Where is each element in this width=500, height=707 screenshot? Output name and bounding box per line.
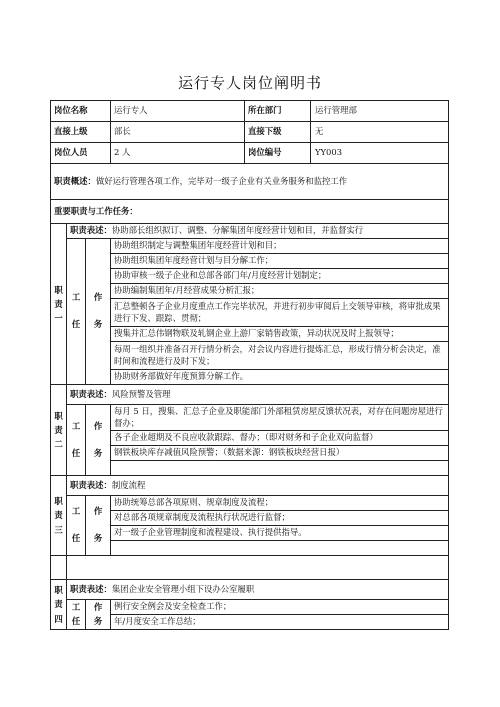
overview-text: 做好运行管理各项工作，完毕对一级子企业有关业务服务和监控工作 xyxy=(95,175,348,186)
table-row xyxy=(51,526,449,541)
duty-2-statement-row xyxy=(51,385,449,405)
duty-1-task: 协助组织制定与调整集团年度经营计划和目； xyxy=(111,239,449,254)
empty-cell xyxy=(67,556,449,580)
dept-label: 所在部门 xyxy=(245,101,311,121)
table-row xyxy=(51,269,449,284)
staff-value: 2 人 xyxy=(111,143,245,164)
table-row xyxy=(51,239,449,254)
table-row xyxy=(51,461,449,476)
job-description-table xyxy=(50,100,449,630)
code-value: YY003 xyxy=(315,147,343,158)
duty-1-statement-row xyxy=(51,224,449,239)
duty-4-statement-label: 职责表述： xyxy=(70,583,112,594)
duty-2-task-label-b: 作 务 xyxy=(86,405,111,476)
table-row xyxy=(51,600,449,615)
duty-2-label: 职 责 二 xyxy=(51,385,67,476)
duty-4-task-label-b: 作 务 xyxy=(86,600,111,630)
table-row xyxy=(51,284,449,299)
duty-2-task: 每月 5 日，搜集、汇总子企业及职能部门外部租赁房屋反馈状况表，对存在问题房屋进行督办； xyxy=(111,405,449,431)
duty-4-statement: 集团企业安全管理小组下设办公室履职 xyxy=(111,583,255,594)
duty-1-task: 协助财务部做好年度预算分解工作。 xyxy=(111,370,449,385)
duty-2-statement-label: 职责表述： xyxy=(70,388,112,399)
document-title: 运行专人岗位阐明书 xyxy=(177,74,322,92)
empty-cell xyxy=(111,461,449,476)
post-name-label: 岗位名称 xyxy=(51,101,111,122)
duty-3-statement-label: 职责表述： xyxy=(70,479,112,490)
duty-2-task: 钢铁板块库存减值风险预警；（数据来源：钢铁板块经营日报） xyxy=(111,446,449,461)
table-row xyxy=(51,615,449,630)
duty-1-task: 协助组织集团年度经营计划与目分解工作； xyxy=(111,254,449,269)
duty-1-statement-label: 职责表述： xyxy=(70,225,112,236)
duty-3-task: 对一级子企业管理制度和流程建设、执行提供指导。 xyxy=(111,526,449,541)
duty-4-task-label-a: 工 任 xyxy=(67,600,86,630)
duty-4-task: 年/月度安全工作总结； xyxy=(111,615,449,630)
table-row xyxy=(51,446,449,461)
duty-4-statement-row xyxy=(51,580,449,600)
duty-3-statement: 制度流程 xyxy=(111,479,146,490)
row-staff xyxy=(51,143,449,164)
duty-1-task: 搜集并汇总伟钢物联及轧钢企业上游厂家销售政策，异动状况及时上报领导； xyxy=(111,327,449,342)
staff-label: 岗位人员 xyxy=(51,143,111,164)
duty-4-label: 职 责 四 xyxy=(51,580,67,630)
overview-label: 职责概述： xyxy=(54,175,96,186)
duty-1-task: 协助编制集团年/月经营成果分析汇报； xyxy=(111,284,449,299)
row-overview xyxy=(51,164,449,200)
row-duties-header xyxy=(51,200,449,224)
duty-1-task-label-a: 工 任 xyxy=(67,239,86,385)
code-label: 岗位编号 xyxy=(245,143,311,163)
empty-cell xyxy=(111,541,449,556)
table-row xyxy=(51,496,449,511)
duty-3-task: 对总部各项规章制度及流程执行状况进行监督； xyxy=(111,511,449,526)
duty-1-task: 协助审核一级子企业和总部各部门年/月度经营计划制定； xyxy=(111,269,449,284)
duty-3-task-label-b: 作 务 xyxy=(86,496,111,556)
table-row xyxy=(51,370,449,385)
table-row xyxy=(51,556,449,580)
superior-value: 部长 xyxy=(111,122,245,143)
duties-header: 重要职责与工作任务： xyxy=(51,200,449,224)
duty-3-label: 职 责 三 xyxy=(51,476,67,556)
table-row xyxy=(51,299,449,327)
duty-1-task-label-b: 作 务 xyxy=(86,239,111,385)
row-superior xyxy=(51,122,449,143)
subordinate-value: 无 xyxy=(315,126,324,137)
table-row xyxy=(51,342,449,370)
table-row xyxy=(51,541,449,556)
row-post-name xyxy=(51,101,449,122)
duty-2-task-label-a: 工 任 xyxy=(67,405,86,476)
duty-1-label: 职 责 一 xyxy=(51,224,67,385)
table-row xyxy=(51,431,449,446)
duty-1-task: 每周一组织并准备召开行情分析会，对会议内容进行提炼汇总，形成行情分析会决定，准时间和流程进行及时下发； xyxy=(111,342,449,370)
duty-3-statement-row xyxy=(51,476,449,496)
table-row xyxy=(51,405,449,431)
duty-4-task: 例行安全例会及安全检查工作； xyxy=(111,600,449,615)
duty-3-task: 协助统筹总部各项原则、规章制度及流程； xyxy=(111,496,449,511)
duty-1-task: 汇总整顿各子企业月度重点工作完毕状况，并进行初步审阅后上交领导审核，将审批成果进行下发、跟踪、贯彻； xyxy=(111,299,449,327)
duty-2-task: 各子企业超期及不良应收款跟踪、督办；（即对财务和子企业双向监督） xyxy=(111,431,449,446)
duty-3-task-label-a: 工 任 xyxy=(67,496,86,556)
table-row xyxy=(51,254,449,269)
dept-value: 运行管理部 xyxy=(315,105,357,116)
subordinate-label: 直接下级 xyxy=(245,122,311,142)
table-row xyxy=(51,511,449,526)
table-row xyxy=(51,327,449,342)
duty-2-statement: 风险预警及管理 xyxy=(111,388,171,399)
superior-label: 直接上级 xyxy=(51,122,111,143)
duty-1-statement: 协助部长组织拟订、调整、分解集团年度经营计划和目，并监督实行 xyxy=(111,225,364,236)
post-name-value: 运行专人 xyxy=(111,101,245,122)
